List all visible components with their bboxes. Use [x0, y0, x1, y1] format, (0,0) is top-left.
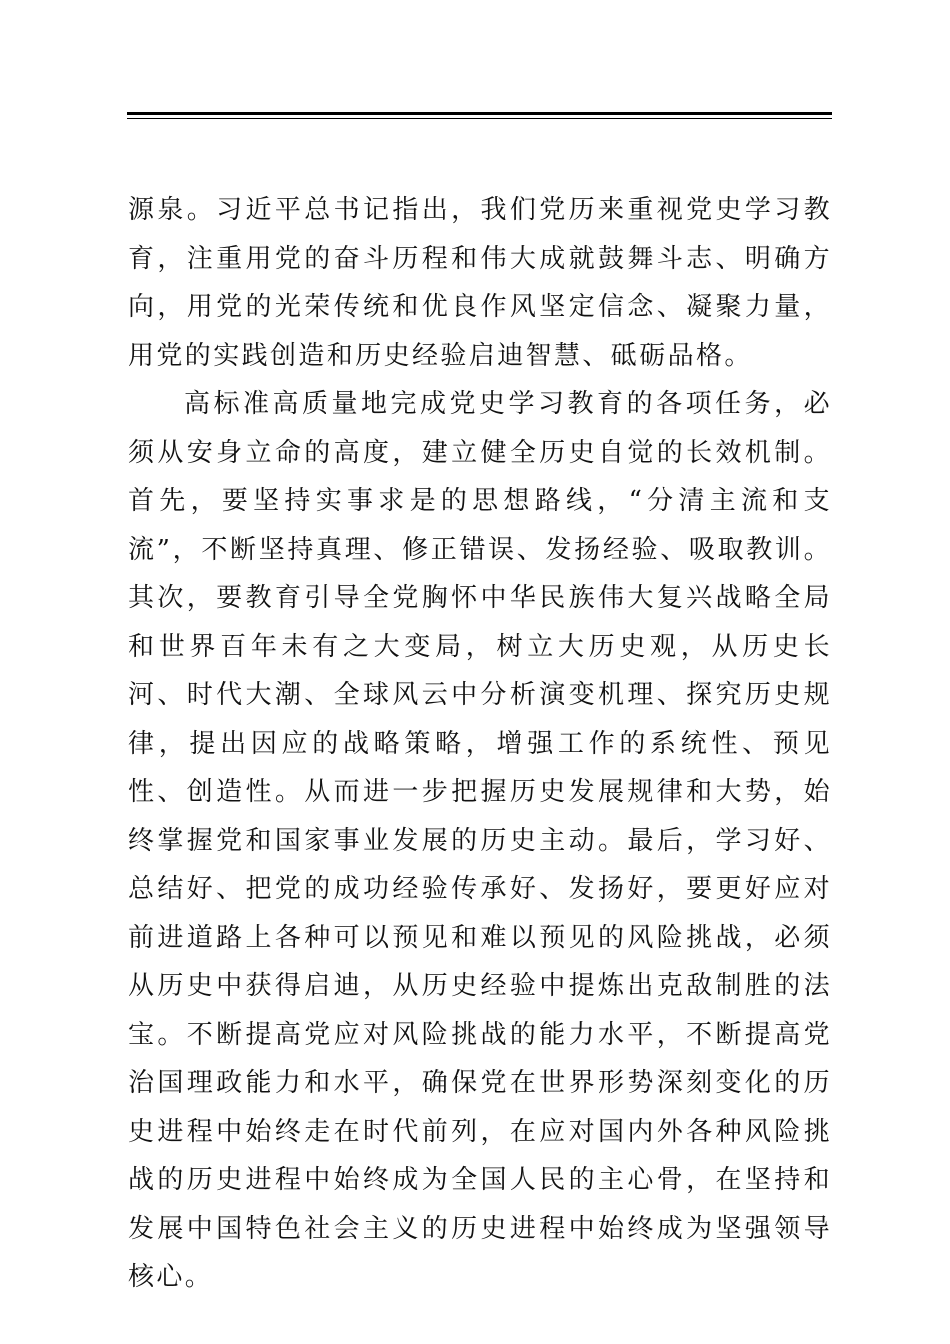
- header-rule-thick-line: [127, 112, 832, 115]
- header-double-rule: [127, 112, 832, 122]
- paragraph-main: 高标准高质量地完成党史学习教育的各项任务，必须从安身立命的高度，建立健全历史自觉的长效机制。首先，要坚持实事求是的思想路线，“分清主流和支流”，不断坚持真理、修正错误、发扬经验、吸取教训。其次，要教育引导全党胸怀中华民族伟大复兴战略全局和世界百年未有之大变局，树立大历史观，从历史长河、时代大潮、全球风云中分析演变机理、探究历史规律，提出因应的战略策略，增强工作的系统性、预见性、创造性。从而进一步把握历史发展规律和大势，始终掌握党和国家事业发展的历史主动。最后，学习好、总结好、把党的成功经验传承好、发扬好，要更好应对前进道路上各种可以预见和难以预见的风险挑战，必须从历史中获得启迪，从历史经验中提炼出克敌制胜的法宝。不断提高党应对风险挑战的能力水平，不断提高党治国理政能力和水平，确保党在世界形势深刻变化的历史进程中始终走在时代前列，在应对国内外各种风险挑战的历史进程中始终成为全国人民的主心骨，在坚持和发展中国特色社会主义的历史进程中始终成为坚强领导核心。: [128, 389, 832, 1292]
- body-text: [128, 186, 832, 1302]
- paragraph-continued: 源泉。习近平总书记指出，我们党历来重视党史学习教育，注重用党的奋斗历程和伟大成就鼓舞斗志、明确方向，用党的光荣传统和优良作风坚定信念、凝聚力量，用党的实践创造和历史经验启迪智慧、砥砺品格。: [128, 195, 832, 371]
- header-rule-thin-line: [127, 118, 832, 119]
